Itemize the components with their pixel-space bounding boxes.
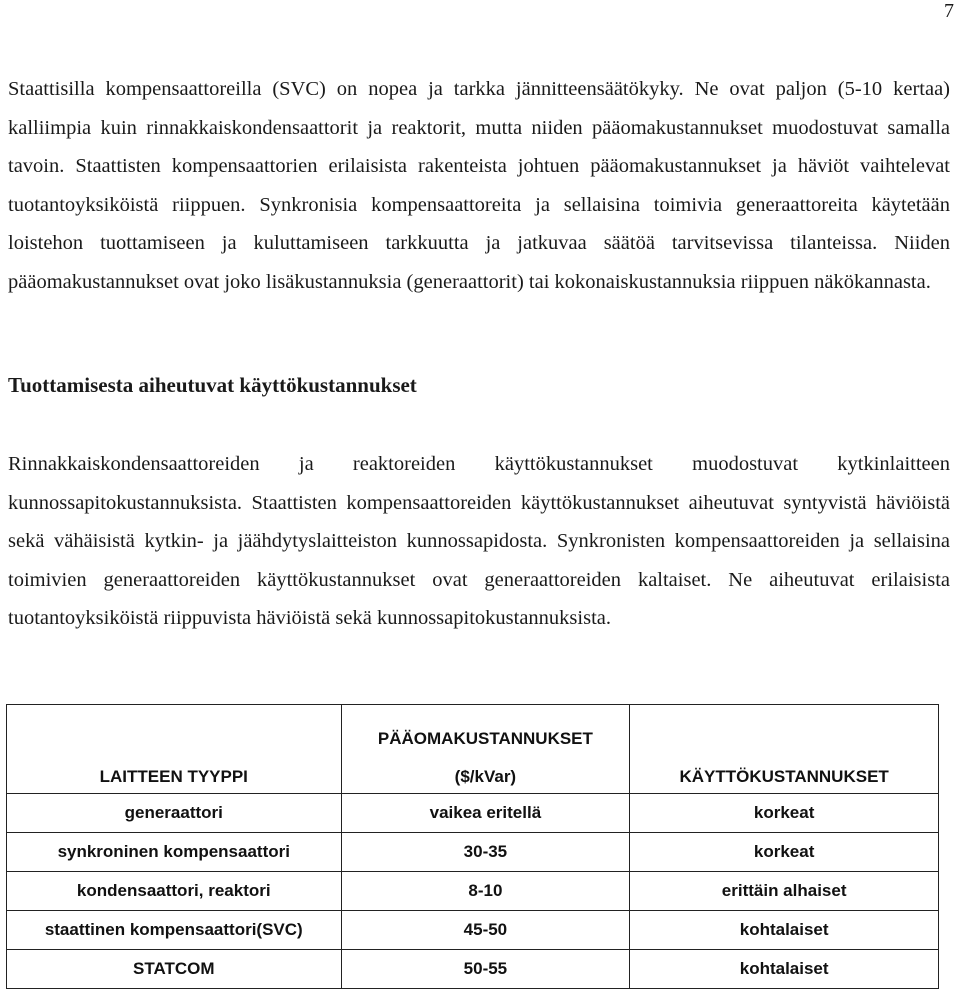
table-row <box>7 872 939 911</box>
table-row <box>7 950 939 989</box>
cell-capital-cost: 45-50 <box>341 911 630 950</box>
table-row <box>7 833 939 872</box>
paragraph-capital-costs: Staattisilla kompensaattoreilla (SVC) on nopea ja tarkka jännitteensäätökyky. Ne ovat paljon (5-10 kertaa) kalliimpia kuin rinnakkaiskondensaattorit ja reaktorit, mutta niiden pääomakustannukset muodostuvat samalla tavoin. Staattisten kompensaattorien erilaisista rakenteista johtuen pääomakustannukset ja häviöt vaihtelevat tuotantoyksiköistä riippuen. Synkronisia kompensaattoreita ja sellaisina toimivia generaattoreita käytetään loistehon tuottamiseen ja kuluttamiseen tarkkuutta ja jatkuvaa säätöä tarvitsevissa tilanteissa. Niiden pääomakustannukset ovat joko lisäkustannuksia (generaattorit) tai kokonaiskustannuksia riippuen näkökannasta. <box>8 78 950 293</box>
cost-comparison-table <box>6 704 939 989</box>
cell-operating-cost: erittäin alhaiset <box>630 872 939 911</box>
table-row <box>7 794 939 833</box>
table-row <box>7 911 939 950</box>
cell-device-type: generaattori <box>7 794 342 833</box>
cell-capital-cost: 50-55 <box>341 950 630 989</box>
cell-operating-cost: kohtalaiset <box>630 950 939 989</box>
cell-capital-cost: 30-35 <box>341 833 630 872</box>
page-number: 7 <box>944 0 954 22</box>
header-operating-costs: KÄYTTÖKUSTANNUKSET <box>630 705 939 794</box>
cell-device-type: synkroninen kompensaattori <box>7 833 342 872</box>
cell-device-type: staattinen kompensaattori(SVC) <box>7 911 342 950</box>
cell-device-type: kondensaattori, reaktori <box>7 872 342 911</box>
section-heading: Tuottamisesta aiheutuvat käyttökustannukset <box>8 373 417 397</box>
table-header-row <box>7 705 939 794</box>
header-capital-costs-label: PÄÄOMAKUSTANNUKSET <box>377 729 593 748</box>
cell-operating-cost: korkeat <box>630 833 939 872</box>
header-capital-costs <box>341 705 630 794</box>
cell-operating-cost: kohtalaiset <box>630 911 939 950</box>
header-capital-costs-unit: ($/kVar) <box>454 767 517 786</box>
cell-capital-cost: vaikea eritellä <box>341 794 630 833</box>
cell-capital-cost: 8-10 <box>341 872 630 911</box>
paragraph-operating-costs: Rinnakkaiskondensaattoreiden ja reaktoreiden käyttökustannukset muodostuvat kytkinlaitteen kunnossapitokustannuksista. Staattisten kompensaattoreiden käyttökustannukset aiheutuvat syntyvistä häviöistä sekä vähäisistä kytkin- ja jäähdytyslaitteiston kunnossapidosta. Synkronisten kompensaattoreiden ja sellaisina toimivien generaattoreiden käyttökustannukset ovat generaattoreiden kaltaiset. Ne aiheutuvat erilaisista tuotantoyksiköistä riippuvista häviöistä sekä kunnossapitokustannuksista. <box>8 453 950 629</box>
header-device-type: LAITTEEN TYYPPI <box>7 705 342 794</box>
cell-device-type: STATCOM <box>7 950 342 989</box>
cell-operating-cost: korkeat <box>630 794 939 833</box>
